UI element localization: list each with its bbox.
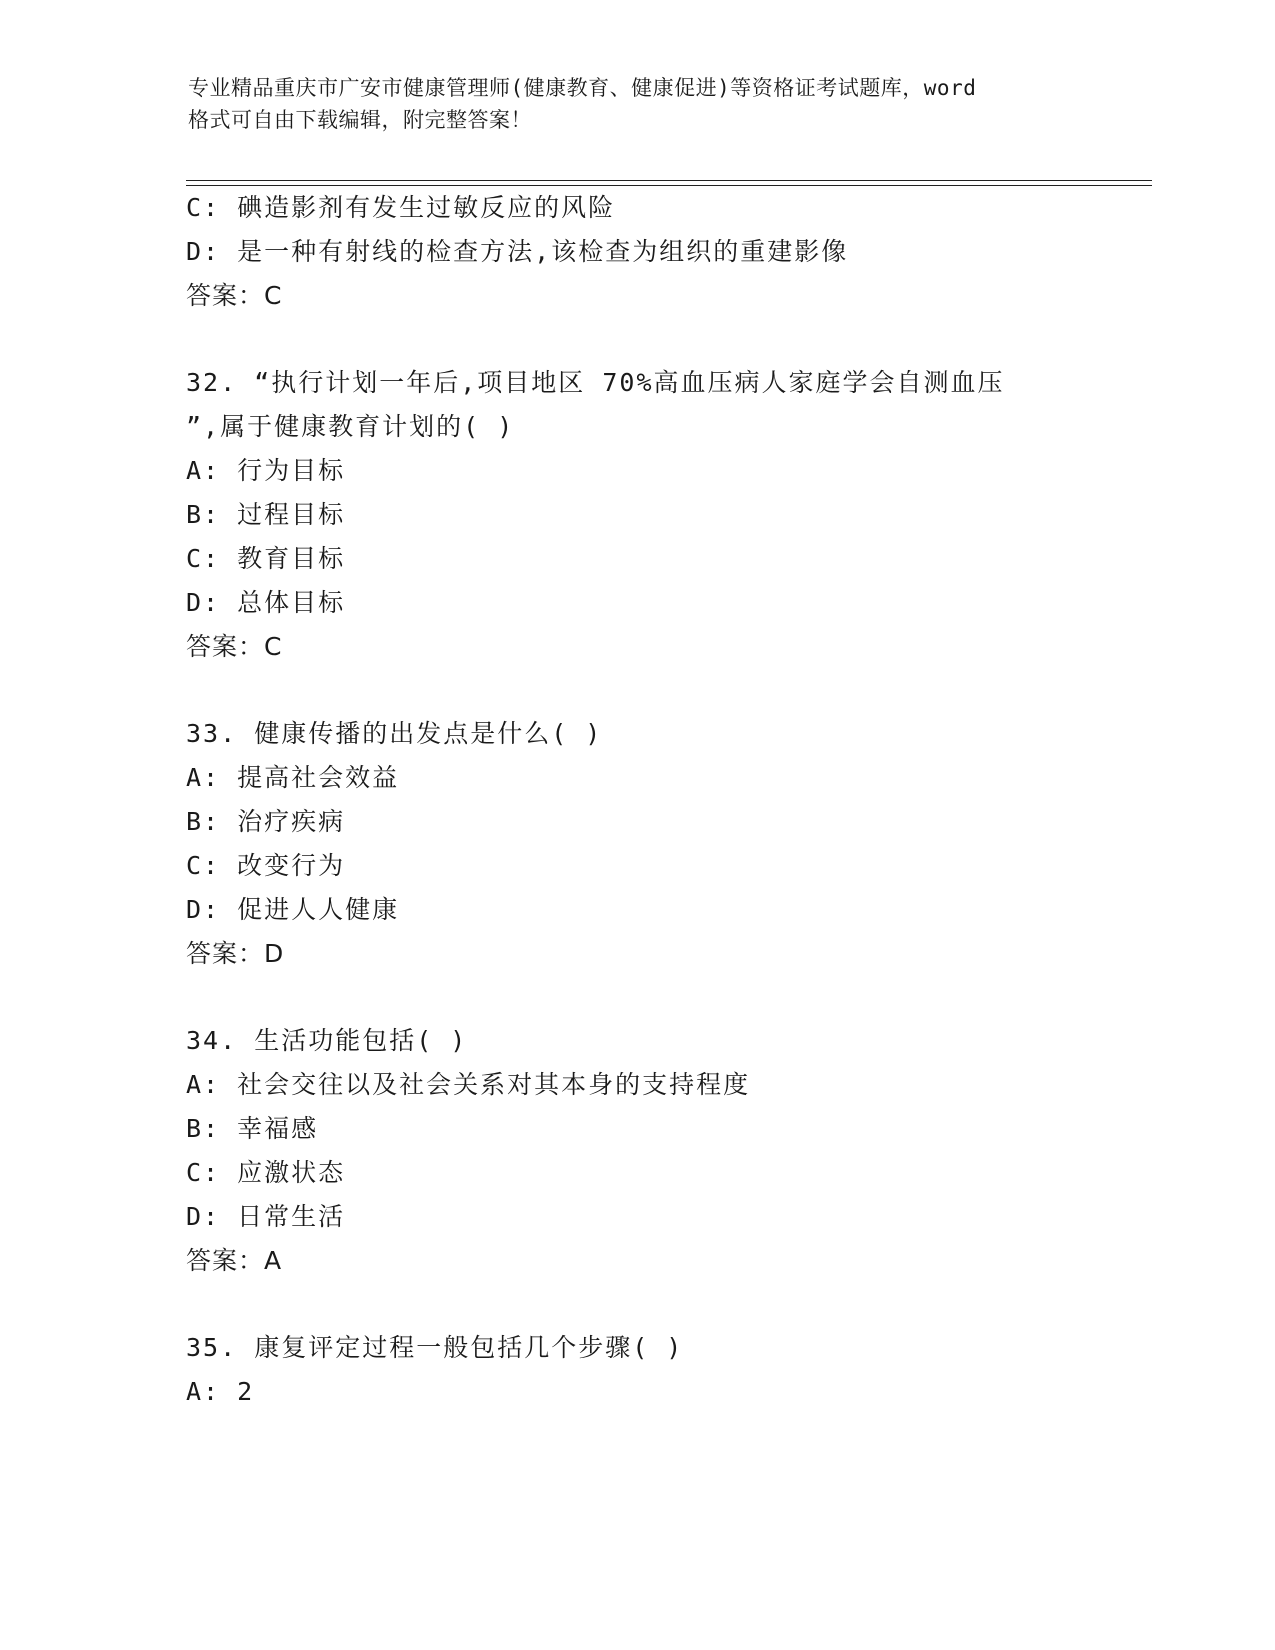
prev-option-c: C: 碘造影剂有发生过敏反应的风险 [186, 193, 616, 222]
header-line-2: 格式可自由下载编辑，附完整答案！ [188, 108, 532, 132]
q32-option-a: A: 行为目标 [186, 456, 346, 485]
q33-option-d: D: 促进人人健康 [186, 895, 400, 924]
q34-option-a: A: 社会交往以及社会关系对其本身的支持程度 [186, 1070, 751, 1099]
q32-stem-line-1: 32. “执行计划一年后,项目地区 70%高血压病人家庭学会自测血压 [186, 368, 1005, 397]
q32-answer: 答案：C [186, 632, 283, 661]
q32-option-b: B: 过程目标 [186, 500, 346, 529]
q33-stem: 33. 健康传播的出发点是什么( ) [186, 719, 603, 748]
q35-stem: 35. 康复评定过程一般包括几个步骤( ) [186, 1333, 684, 1362]
header-divider-top [186, 180, 1152, 181]
q34-option-c: C: 应激状态 [186, 1158, 346, 1187]
q32-option-c: C: 教育目标 [186, 544, 346, 573]
q33-option-c: C: 改变行为 [186, 851, 346, 880]
q33-option-a: A: 提高社会效益 [186, 763, 400, 792]
q33-answer: 答案：D [186, 939, 285, 968]
q32-option-d: D: 总体目标 [186, 588, 346, 617]
header-line-1: 专业精品重庆市广安市健康管理师(健康教育、健康促进)等资格证考试题库，word [188, 76, 977, 100]
q34-option-d: D: 日常生活 [186, 1202, 346, 1231]
q34-answer: 答案：A [186, 1246, 283, 1275]
q32-stem-line-2: ”,属于健康教育计划的( ) [186, 412, 515, 441]
q34-option-b: B: 幸福感 [186, 1114, 319, 1143]
q35-option-a: A: 2 [186, 1377, 255, 1406]
q34-stem: 34. 生活功能包括( ) [186, 1026, 468, 1055]
document-header [188, 72, 1088, 136]
header-divider-bottom [186, 185, 1152, 186]
prev-option-d: D: 是一种有射线的检查方法,该检查为组织的重建影像 [186, 237, 849, 266]
prev-answer: 答案：C [186, 281, 283, 310]
q33-option-b: B: 治疗疾病 [186, 807, 346, 836]
